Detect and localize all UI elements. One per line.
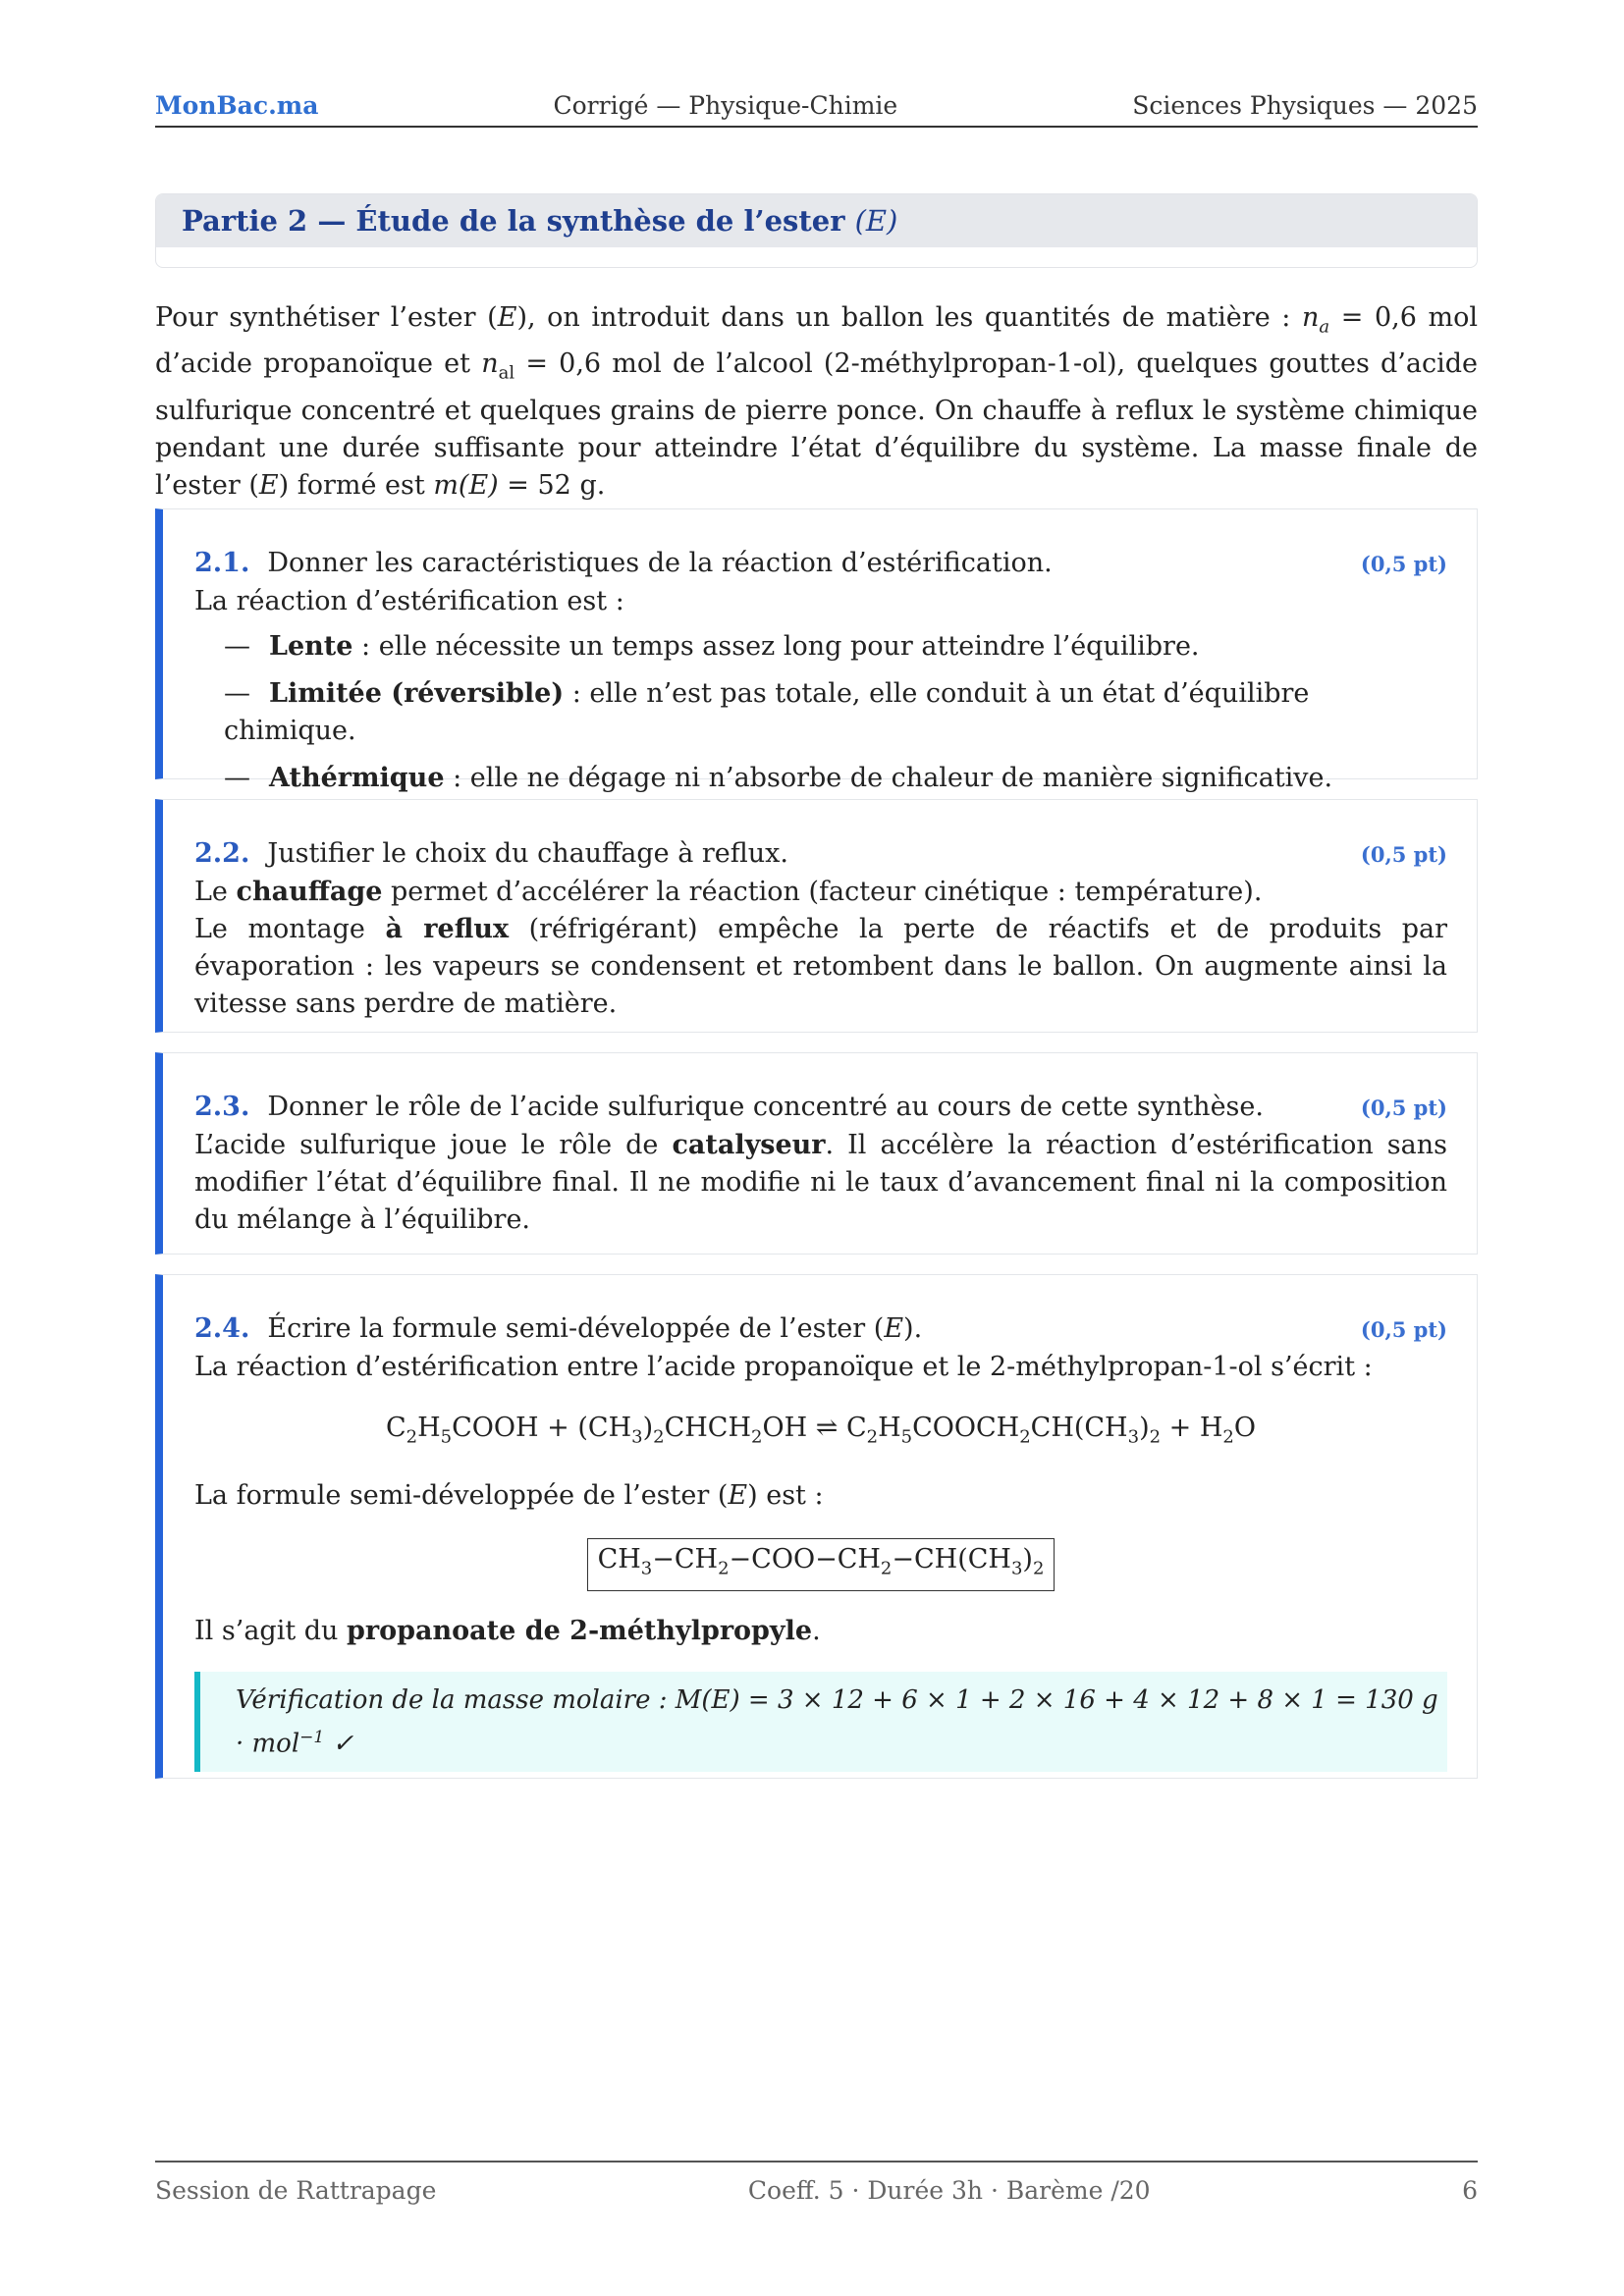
answer-text: ) est : xyxy=(747,1480,824,1512)
question-box-2-2 xyxy=(155,799,1478,1033)
answer-text: Il s’agit du xyxy=(194,1615,348,1646)
answer-line xyxy=(194,911,1447,1023)
question-number: 2.2. xyxy=(194,838,250,869)
verification-note xyxy=(194,1672,1447,1773)
part-title-text: Partie 2 — Étude de la synthèse de l’ester xyxy=(182,204,845,238)
item-term: Athérmique xyxy=(269,763,445,793)
question-header xyxy=(194,1089,1447,1127)
boxed-formula: $CH_3-CH_2-COO-CH_2-CH(CH_3)_2$ xyxy=(587,1538,1056,1590)
question-box-2-4 xyxy=(155,1274,1478,1779)
formula-var: E xyxy=(728,1480,748,1512)
question-number: 2.1. xyxy=(194,548,250,578)
intro-var: E xyxy=(497,302,517,333)
answer-lead: La réaction d’estérification est : xyxy=(194,586,624,616)
question-box-2-3 xyxy=(155,1052,1478,1255)
list-item xyxy=(224,760,1447,797)
answer-text: . xyxy=(812,1615,821,1646)
question-header xyxy=(194,1310,1447,1349)
esterification-equation: $C_2H_5COOH$ + $(CH_3)_2CHCH_2OH$ ⇌ $C_2H_5COOCH_2CH(CH_3)_2 + H_2O$ xyxy=(386,1413,1256,1448)
answer-bold: à reflux xyxy=(385,914,510,944)
check-icon: ✓ xyxy=(324,1729,354,1759)
points-badge: (0,5 pt) xyxy=(1360,552,1447,576)
intro-text: = 52 g. xyxy=(498,469,606,501)
footer-info: Coeff. 5 · Durée 3h · Barème /20 xyxy=(747,2176,1151,2205)
dash-bullet: — xyxy=(224,631,250,662)
verification-exponent: −1 xyxy=(299,1727,325,1747)
item-term: Lente xyxy=(269,631,353,662)
question-box-2-1 xyxy=(155,508,1478,793)
formula-lead xyxy=(194,1477,1447,1515)
brand-logo-text[interactable]: MonBac.ma xyxy=(155,91,319,120)
item-text: : elle nécessite un temps assez long pour atteindre l’équilibre. xyxy=(352,631,1200,662)
points-badge: (0,5 pt) xyxy=(1360,1317,1447,1342)
part-title-box xyxy=(155,193,1478,268)
answer-line xyxy=(194,874,1447,911)
page-number: 6 xyxy=(1462,2176,1478,2205)
dash-bullet: — xyxy=(224,678,250,709)
answer-text: . Il accélère la réaction d’estérification sans modifier l’état d’équilibre final. Il ne modifie ni le taux d’avancement final ni la composition du mélange à l’équilibre. xyxy=(194,1130,1447,1235)
intro-paragraph xyxy=(155,299,1478,505)
question-text: Donner le rôle de l’acide sulfurique concentré au cours de cette synthèse. xyxy=(267,1092,1264,1122)
intro-subscript: a xyxy=(1319,316,1330,338)
intro-text: Pour synthétiser l’ester ( xyxy=(155,302,498,333)
header-section: Sciences Physiques — 2025 xyxy=(1132,91,1478,120)
question-header xyxy=(194,835,1447,874)
part-title xyxy=(156,194,1477,247)
question-text: Donner les caractéristiques de la réaction d’estérification. xyxy=(267,548,1053,578)
list-item xyxy=(224,628,1447,666)
question-number: 2.3. xyxy=(194,1092,250,1122)
page-header xyxy=(155,88,1478,128)
item-text: : elle n’est pas totale, elle conduit à un état d’équilibre chimique. xyxy=(224,678,1310,746)
answer-bold: catalyseur xyxy=(672,1130,826,1160)
part-title-variable: (E) xyxy=(854,204,898,238)
intro-var: E xyxy=(258,469,279,501)
intro-text: ), on introduit dans un ballon les quantités de matière : xyxy=(516,302,1302,333)
answer-text: La formule semi-développée de l’ester ( xyxy=(194,1480,729,1512)
points-badge: (0,5 pt) xyxy=(1360,842,1447,867)
question-header xyxy=(194,545,1447,583)
points-badge: (0,5 pt) xyxy=(1360,1095,1447,1120)
list-item xyxy=(224,675,1447,750)
question-text: Justifier le choix du chauffage à reflux. xyxy=(267,838,788,869)
answer-lead: La réaction d’estérification entre l’acide propanoïque et le 2-méthylpropan-1-ol s’écrit : xyxy=(194,1352,1373,1382)
answer-text: Le xyxy=(194,877,237,907)
answer-line xyxy=(194,1127,1447,1239)
conclusion xyxy=(194,1613,1447,1650)
answer-text: permet d’accélérer la réaction (facteur cinétique : température). xyxy=(382,877,1263,907)
answer-bold: chauffage xyxy=(236,877,383,907)
question-var: E xyxy=(884,1313,904,1344)
intro-var: m(E) xyxy=(433,469,499,501)
verification-text: Vérification de la masse molaire : M(E) = 3 × 12 + 6 × 1 + 2 × 16 + 4 × 12 + 8 × 1 = 130 g · mol xyxy=(236,1684,1438,1759)
header-subject: Corrigé — Physique-Chimie xyxy=(553,91,898,120)
dash-bullet: — xyxy=(224,763,250,793)
question-number: 2.4. xyxy=(194,1313,250,1344)
intro-text: ) formé est xyxy=(278,469,434,501)
question-text: ). xyxy=(903,1313,923,1344)
answer-text: (réfrigérant) empêche la perte de réactifs et de produits par évaporation : les vapeurs se condensent et retombent dans le ballon. On augmente ainsi la vitesse sans perdre de matière. xyxy=(194,914,1447,1019)
ester-name: propanoate de 2-méthylpropyle xyxy=(347,1615,813,1646)
page-footer xyxy=(155,2161,1478,2205)
item-text: : elle ne dégage ni n’absorbe de chaleur de manière significative. xyxy=(444,763,1333,793)
ester-formula xyxy=(194,1538,1447,1590)
characteristics-list xyxy=(194,628,1447,797)
intro-subscript: al xyxy=(498,362,515,384)
intro-text: = 0,6 mol de l’alcool (2-méthylpropan-1-ol), quelques gouttes d’acide sulfurique concentré et quelques grains de pierre ponce. On chauffe à reflux le système chimique pendant une durée suffisante pour atteindre l’état d’équilibre du système. La masse finale de l’ester ( xyxy=(155,348,1478,501)
intro-var: n xyxy=(481,348,499,380)
intro-var: n xyxy=(1301,302,1320,333)
answer-text: L’acide sulfurique joue le rôle de xyxy=(194,1130,673,1160)
intro-text: = 0,6 mol d’acide propanoïque et xyxy=(155,302,1478,380)
answer-text: Le montage xyxy=(194,914,386,944)
item-term: Limitée (réversible) xyxy=(269,678,565,709)
footer-session: Session de Rattrapage xyxy=(155,2176,437,2205)
question-text: Écrire la formule semi-développée de l’ester ( xyxy=(267,1313,885,1344)
